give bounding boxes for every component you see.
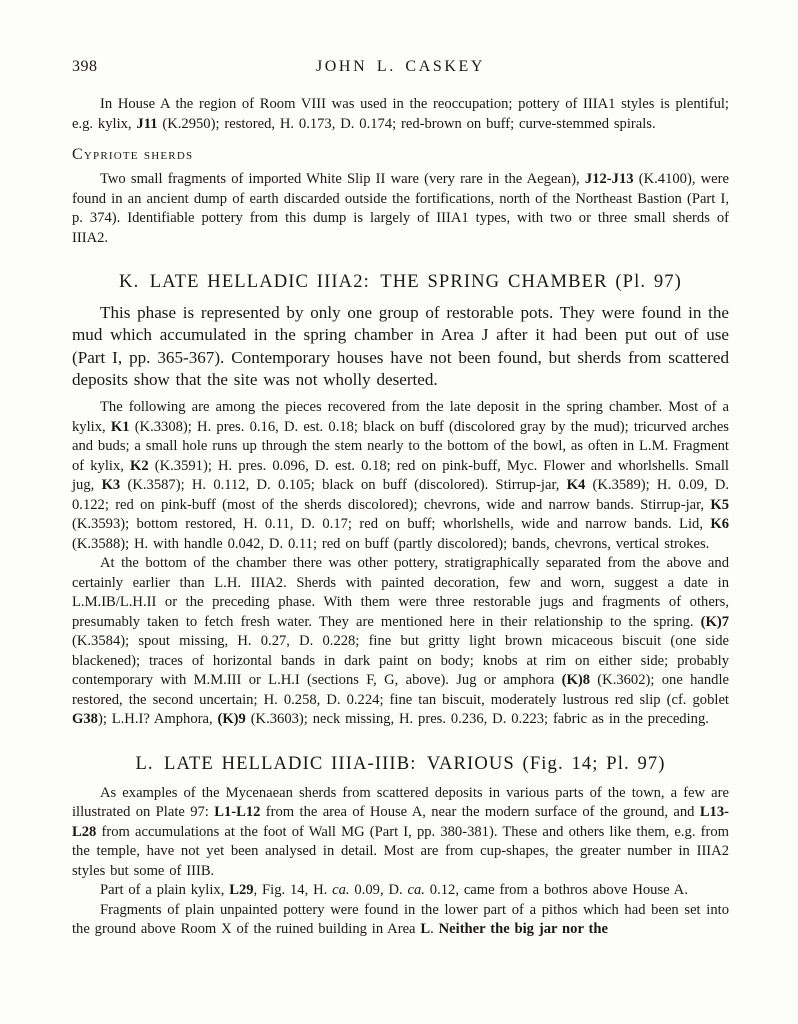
running-head: JOHN L. CASKEY (315, 58, 486, 75)
page-number: 398 (72, 58, 98, 75)
section-l-heading: L. LATE HELLADIC IIIA-IIIB: VARIOUS (Fig. 14; Pl. 97) (135, 752, 666, 774)
paragraph-l-examples: As examples of the Mycenaean sherds from scattered deposits in various parts of the town, a few are illustrated on Plate 97: L1-L12 from the area of House A, near the modern surface of the ground, and L13-L28 from accumulations at the foot of Wall MG (Part I, pp. 380-381). These and others like them, e.g. from the temple, have not yet been analysed in detail. Most are from cup-shapes, the greater number in IIIA2 styles but some of IIIB. (72, 784, 729, 879)
paragraph-k-lower-deposit: At the bottom of the chamber there was other pottery, stratigraphically separated from the above and certainly earlier than L.H. IIIA2. Sherds with painted decoration, few and worn, suggest a date in L.M.IB/L.H.II or the preceding phase. With them were three restorable jugs and fragments of others, presumably taken to fetch fresh water. They are mentioned here in their relationship to the spring. (K)7 (K.3584); spout missing, H. 0.27, D. 0.228; fine but gritty light brown micaceous biscuit (one side blackened); traces of horizontal bands in dark paint on body; knobs at rim on either side; probably contemporary with M.M.III or L.H.I (sections F, G, above). Jug or amphora (K)8 (K.3602); one handle restored, the second uncertain; H. 0.258, D. 0.224; fine tan biscuit, moderately lustrous red slip (cf. goblet G38); L.H.I? Amphora, (K)9 (K.3603); neck missing, H. pres. 0.236, D. 0.223; fabric as in the preceding. (72, 555, 730, 728)
paragraph-l-pithos: Fragments of plain unpainted pottery were found in the lower part of a pithos which had been set into the ground above Room X of the ruined building in Area L. Neither the big jar nor the (72, 901, 729, 938)
paragraph-cypriote-sherds: Two small fragments of imported White Slip II ware (very rare in the Aegean), J12-J13 (K.4100), were found in an ancient dump of earth discarded outside the fortifications, north of the Northeast Bastion (Part I, p. 374). Identifiable pottery from this dump is largely of IIIA1 types, with two or three small sherds of IIIA2. (72, 171, 729, 246)
section-k-heading: K. LATE HELLADIC IIIA2: THE SPRING CHAMBER (Pl. 97) (119, 271, 682, 292)
paragraph-house-a-reoccupation: In House A the region of Room VIII was used in the reoccupation; pottery of IIIA1 styles is plentiful; e.g. kylix, J11 (K.2950); restored, H. 0.173, D. 0.174; red-brown on buff; curve-stemmed spirals. (72, 96, 729, 132)
paragraph-k-catalog: The following are among the pieces recovered from the late deposit in the spring chamber. Most of a kylix, K1 (K.3308); H. pres. 0.16, D. est. 0.18; black on buff (discolored gray by the mud); tricurved arches and buds; a small hole runs up through the stem nearly to the bottom of the bowl, as often in L.M. Fragment of kylix, K2 (K.3591); H. pres. 0.096, D. est. 0.18; red on pink-buff, Myc. Flower and whorlshells. Small jug, K3 (K.3587); H. 0.112, D. 0.105; black on buff (discolored). Stirrup-jar, K4 (K.3589); H. 0.09, D. 0.122; red on pink-buff (most of the sherds discolored); chevrons, wide and narrow bands. Stirrup-jar, K5 (K.3593); bottom restored, H. 0.11, D. 0.17; red on buff; whorlshells, wide and narrow bands. Lid, K6 (K.3588); H. with handle 0.042, D. 0.11; red on buff (partly discolored); bands, chevrons, vertical strokes. (72, 399, 730, 552)
paragraph-k-lead: This phase is represented by only one group of restorable pots. They were found in the mud which accumulated in the spring chamber in Area J after it had been put out of use (Part I, pp. 365-367). Contemporary houses have not been found, but sherds from scattered deposits show that the site was not wholly deserted. (72, 303, 729, 389)
cypriote-sherds-heading: Cypriote sherds (72, 146, 194, 163)
paragraph-l-plain-kylix: Part of a plain kylix, L29, Fig. 14, H. ca. 0.09, D. ca. 0.12, came from a bothros above House A. (100, 882, 688, 899)
page-header (72, 58, 729, 78)
